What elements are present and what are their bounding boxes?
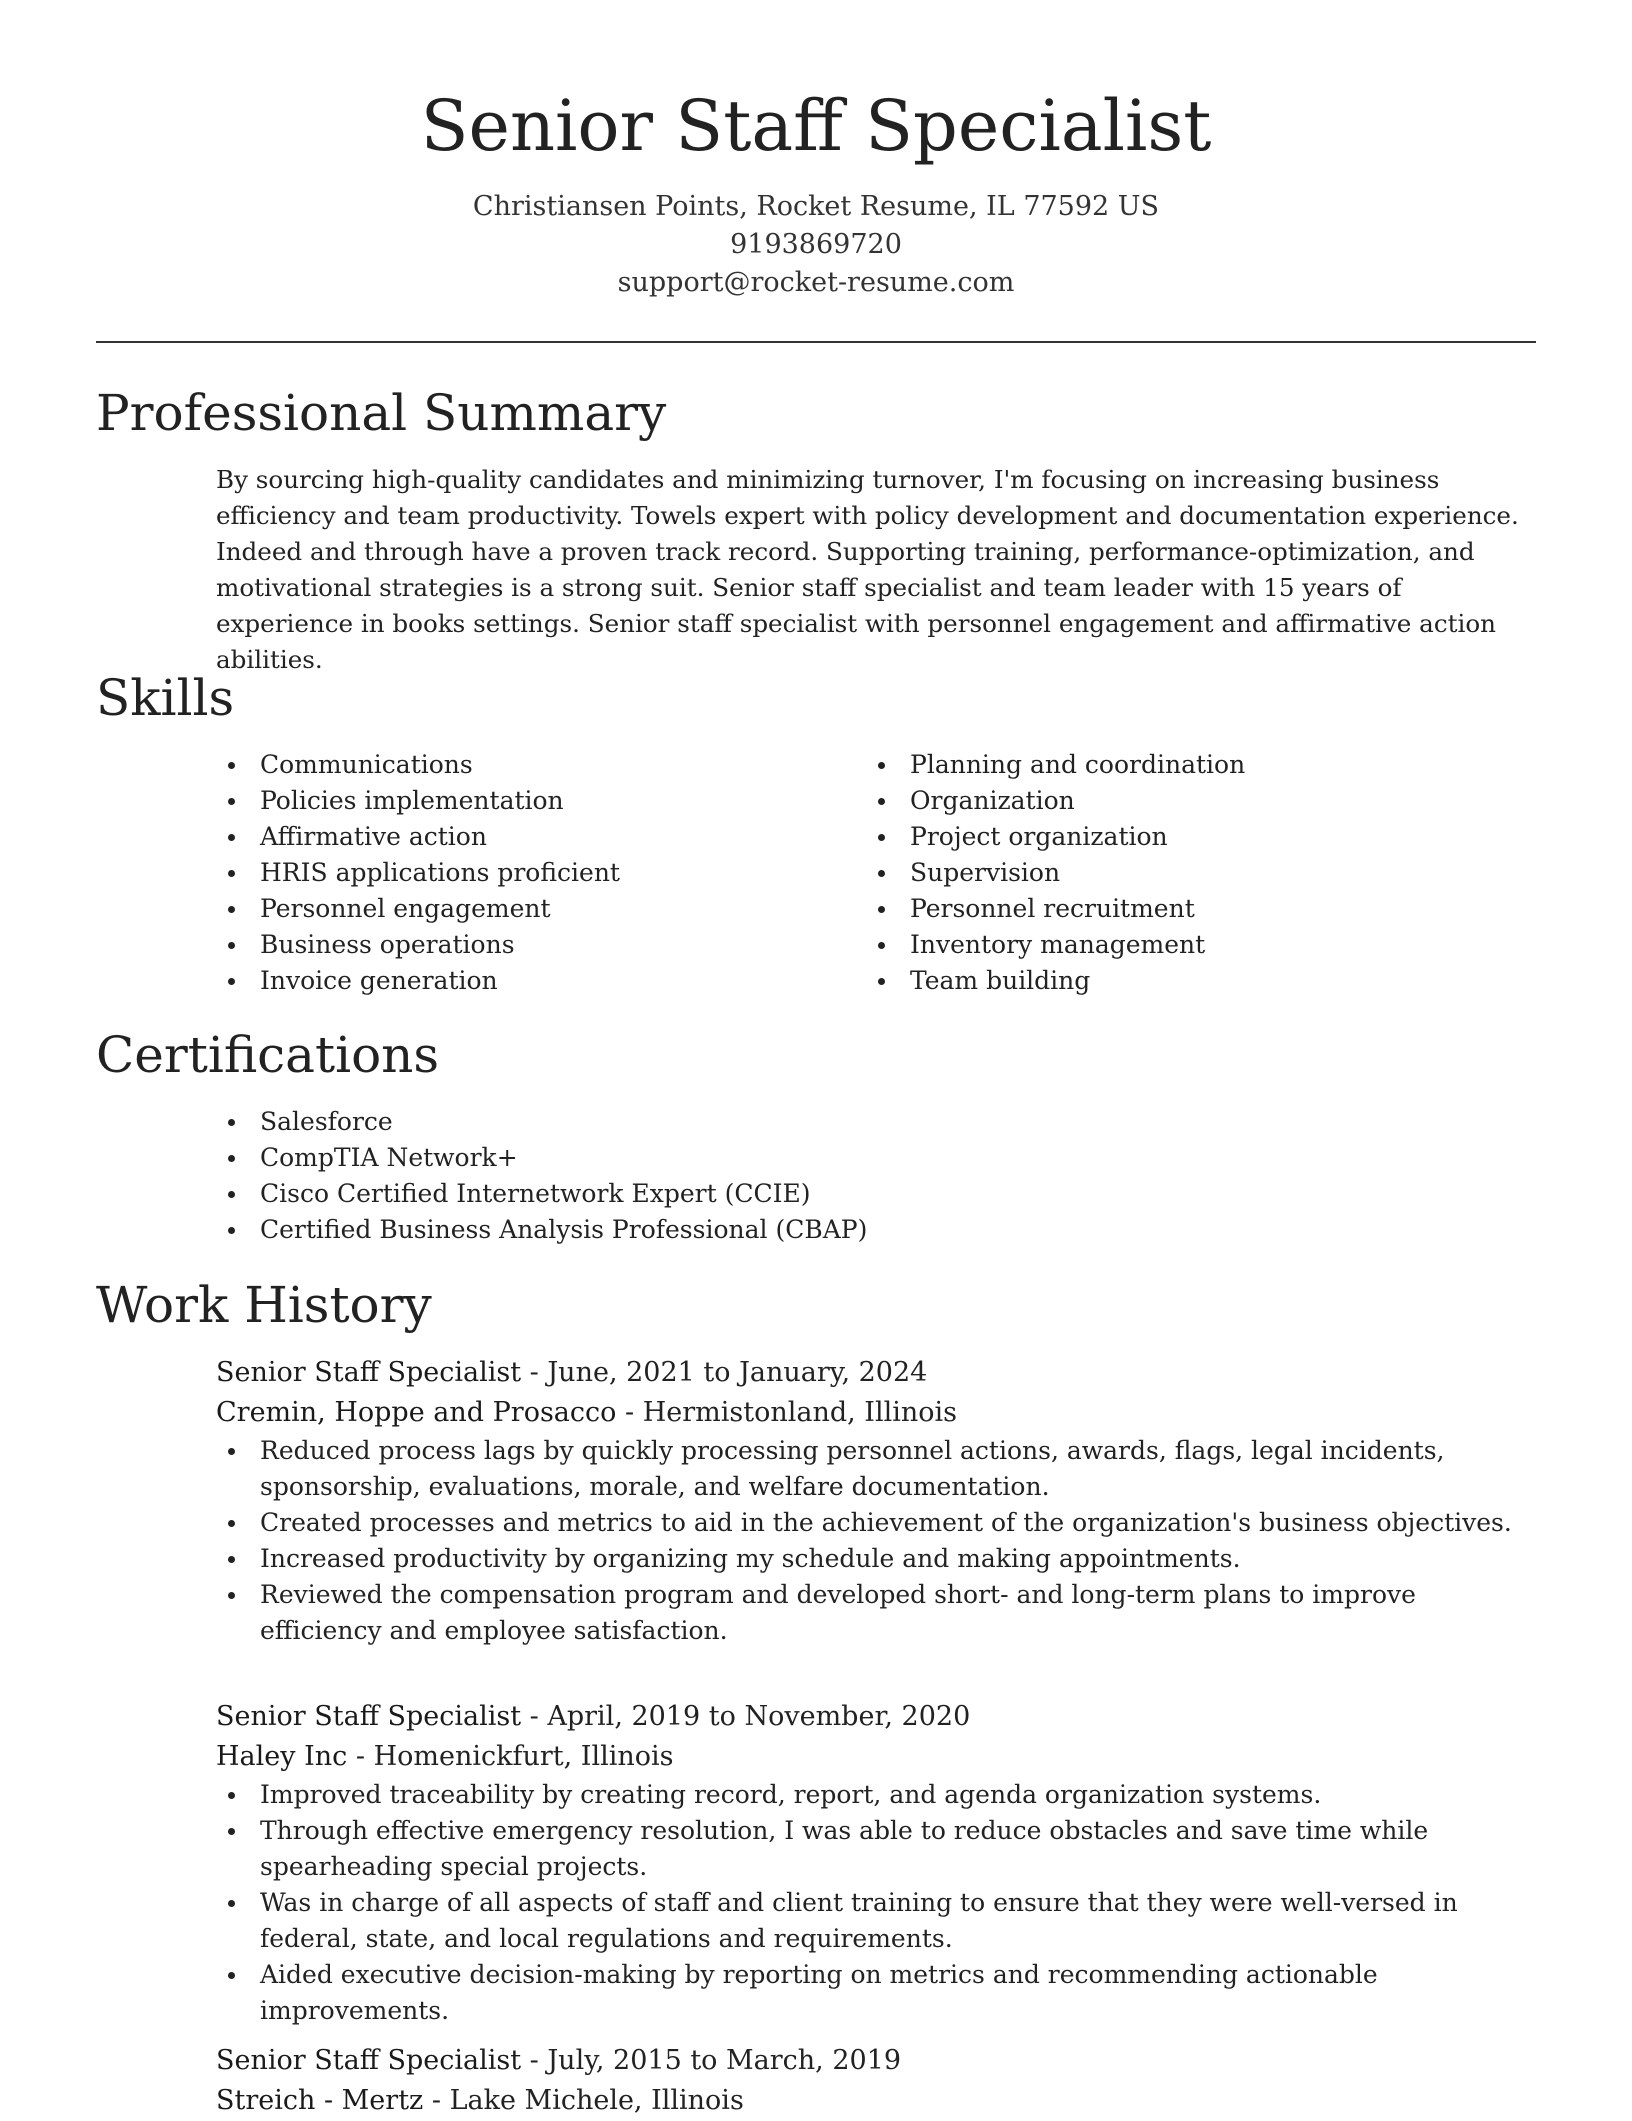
job-bullet: Created processes and metrics to aid in the achievement of the organization's business objectives. [216, 1505, 1536, 1541]
job-entry [216, 1353, 1536, 1649]
job-title-line [216, 1697, 1536, 1737]
job-separator: - [529, 2045, 548, 2076]
job-title-line [216, 1353, 1536, 1393]
skill-item: HRIS applications proficient [216, 855, 866, 891]
job-entry [216, 1697, 1536, 2029]
job-role: Senior Staff Specialist [216, 2045, 522, 2076]
skill-item: Invoice generation [216, 963, 866, 999]
job-dates: April, 2019 to November, 2020 [547, 1701, 971, 1732]
skill-item: Inventory management [866, 927, 1516, 963]
certification-item: Salesforce [216, 1104, 1536, 1140]
job-role: Senior Staff Specialist [216, 1701, 522, 1732]
certification-item: Cisco Certified Internetwork Expert (CCIE) [216, 1176, 1536, 1212]
skill-item: Communications [216, 747, 866, 783]
contact-email: support@rocket-resume.com [617, 267, 1015, 298]
job-separator: - [529, 1357, 548, 1388]
job-dates: July, 2015 to March, 2019 [547, 2045, 902, 2076]
job-bullet: Increased productivity by organizing my schedule and making appointments. [216, 1541, 1536, 1577]
skill-item: Project organization [866, 819, 1516, 855]
job-title-line [216, 2041, 1536, 2081]
job-entry [216, 2041, 1536, 2121]
skill-item: Team building [866, 963, 1516, 999]
job-bullet: Through effective emergency resolution, I was able to reduce obstacles and save time while spearheading special projects. [216, 1813, 1536, 1885]
job-company-line [216, 1737, 1536, 1777]
job-location: Homenickfurt, Illinois [373, 1741, 674, 1772]
job-bullet: Improved traceability by creating record, report, and agenda organization systems. [216, 1777, 1536, 1813]
job-company: Haley Inc [216, 1741, 348, 1772]
resume-header [96, 80, 1536, 302]
job-bullet: Reduced process lags by quickly processing personnel actions, awards, flags, legal incidents, sponsorship, evaluations, morale, and welfare documentation. [216, 1433, 1536, 1505]
candidate-name: Senior Staff Specialist [420, 85, 1212, 167]
certification-item: Certified Business Analysis Professional (CBAP) [216, 1212, 1536, 1248]
job-bullet: Aided executive decision-making by reporting on metrics and recommending actionable improvements. [216, 1957, 1536, 2029]
job-separator: - [625, 1397, 643, 1428]
skills-heading: Skills [96, 669, 235, 727]
summary-text: By sourcing high-quality candidates and minimizing turnover, I'm focusing on increasing business efficiency and team productivity. Towels expert with policy development and documentation experience. Indeed and through have a proven track record. Supporting training, performance-optimization, and motivational strategies is a strong suit. Senior staff specialist and team leader with 15 years of experience in books settings. Senior staff specialist with personnel engagement and affirmative action abilities. [216, 465, 1519, 674]
skills-list-left [216, 747, 866, 999]
header-divider [96, 341, 1536, 343]
job-bullets [216, 1433, 1536, 1649]
certification-item: CompTIA Network+ [216, 1140, 1536, 1176]
job-company-line [216, 2081, 1536, 2121]
job-bullet: Was in charge of all aspects of staff and client training to ensure that they were well-versed in federal, state, and local regulations and requirements. [216, 1885, 1536, 1957]
skill-item: Affirmative action [216, 819, 866, 855]
job-company-line [216, 1393, 1536, 1433]
skill-item: Planning and coordination [866, 747, 1516, 783]
skill-item: Organization [866, 783, 1516, 819]
job-separator: - [431, 2085, 450, 2116]
work-history-heading: Work History [96, 1276, 432, 1334]
skill-item: Personnel engagement [216, 891, 866, 927]
job-role: Senior Staff Specialist [216, 1357, 522, 1388]
job-location: Hermistonland, Illinois [642, 1397, 958, 1428]
skill-item: Personnel recruitment [866, 891, 1516, 927]
skill-item: Policies implementation [216, 783, 866, 819]
job-separator: - [355, 1741, 374, 1772]
skill-item: Business operations [216, 927, 866, 963]
certifications-heading: Certifications [96, 1026, 440, 1084]
summary-heading: Professional Summary [96, 384, 667, 442]
job-company: Streich - Mertz [216, 2085, 424, 2116]
job-bullets [216, 1777, 1536, 2029]
job-company: Cremin, Hoppe and Prosacco [216, 1397, 617, 1428]
contact-address: Christiansen Points, Rocket Resume, IL 77592 US [472, 191, 1160, 222]
skills-list-right [866, 747, 1516, 999]
certifications-list [216, 1104, 1536, 1248]
job-dates: June, 2021 to January, 2024 [547, 1357, 928, 1388]
contact-phone: 9193869720 [730, 229, 902, 260]
job-separator: - [529, 1701, 548, 1732]
job-location: Lake Michele, Illinois [449, 2085, 744, 2116]
job-bullet: Reviewed the compensation program and developed short- and long-term plans to improve efficiency and employee satisfaction. [216, 1577, 1536, 1649]
skill-item: Supervision [866, 855, 1516, 891]
